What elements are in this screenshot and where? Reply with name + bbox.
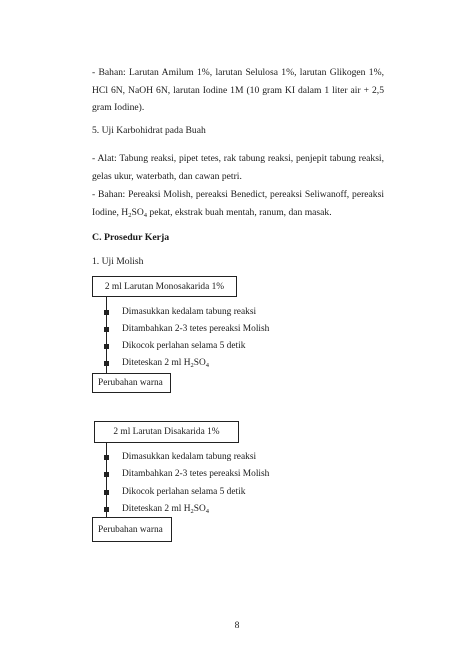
flow2-end-box (92, 517, 172, 542)
bullet-icon (104, 455, 109, 460)
bullet-icon (104, 327, 109, 332)
bahan-2-text-b: SO (131, 206, 144, 218)
flow2-start-box (94, 421, 239, 443)
bahan-2-text-a: - Bahan: Pereaksi Molish, pereaksi Benedict, pereaksi Seliwanoff, pereaksi Iodine, H (92, 189, 384, 218)
molish-title: 1. Uji Molish (92, 256, 144, 267)
bullet-icon (104, 310, 109, 315)
flow1-step: Dimasukkan kedalam tabung reaksi (104, 305, 256, 319)
flow1-step: Ditambahkan 2-3 tetes pereaksi Molish (104, 322, 269, 336)
bullet-icon (104, 344, 109, 349)
flow1-end-box (92, 373, 171, 393)
flow2-step: Diteteskan 2 ml $H_2SO_4$ (104, 502, 209, 516)
flow1-end-label: Perubahan warna (98, 378, 163, 388)
flow2-start-label: 2 ml Larutan Disakarida 1% (113, 427, 220, 437)
flow2-step: Ditambahkan 2-3 tetes pereaksi Molish (104, 467, 269, 481)
flow1-step: Dikocok perlahan selama 5 detik (104, 339, 245, 353)
bullet-icon (104, 490, 109, 495)
alat-paragraph: - Alat: Tabung reaksi, pipet tetes, rak tabung reaksi, penjepit tabung reaksi, gelas ukur, waterbath, dan cawan petri. (92, 153, 384, 182)
bullet-icon (104, 507, 109, 512)
bahan-2-paragraph (92, 186, 384, 221)
flow2-end-label: Perubahan warna (98, 524, 163, 535)
section-5-title: 5. Uji Karbohidrat pada Buah (92, 125, 206, 136)
bahan-2-sub-b: 4 (143, 211, 147, 219)
bahan-2-sub-a: 2 (128, 211, 132, 219)
flow1-start-label: 2 ml Larutan Monosakarida 1% (104, 281, 225, 292)
bahan-paragraph: - Bahan: Larutan Amilum 1%, larutan Selulosa 1%, larutan Glikogen 1%, HCl 6N, NaOH 6N, larutan Iodine 1M (10 gram KI dalam 1 liter air + 2,5 gram Iodine). (92, 67, 384, 113)
flow2-step: Dimasukkan kedalam tabung reaksi (104, 450, 256, 464)
bullet-icon (104, 361, 109, 366)
bahan-2-text-c: pekat, ekstrak buah mentah, ranum, dan masak. (147, 206, 332, 218)
flow1-step: Diteteskan 2 ml $H_2SO_4$ (104, 356, 209, 370)
procedure-heading: C. Prosedur Kerja (92, 232, 170, 243)
flow2-step: Dikocok perlahan selama 5 detik (104, 485, 245, 499)
bullet-icon (104, 472, 109, 477)
page-number: 8 (234, 620, 240, 631)
flow1-start-box (92, 276, 237, 297)
